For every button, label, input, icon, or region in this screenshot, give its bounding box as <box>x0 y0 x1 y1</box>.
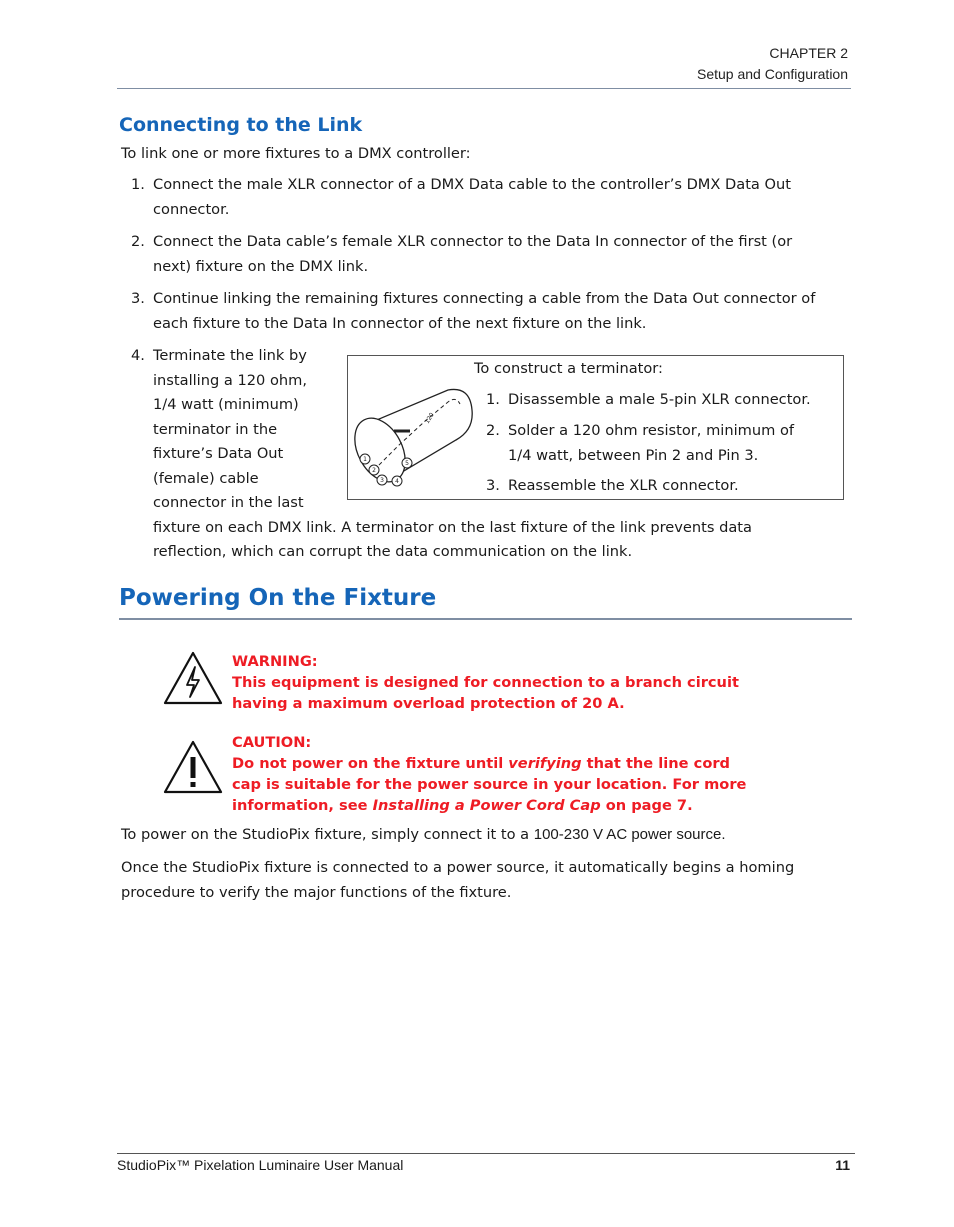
header-rule <box>117 88 851 89</box>
footer-title: StudioPix™ Pixelation Luminaire User Manual <box>117 1157 404 1173</box>
caution-label: CAUTION: <box>232 734 312 751</box>
pin-label: 5 <box>405 460 409 467</box>
step-text: Continue linking the remaining fixtures connecting a cable from the Data Out connector of <box>153 290 816 307</box>
pin-label: 3 <box>380 477 384 484</box>
link-section-title: Connecting to the Link <box>119 114 363 136</box>
resistor-label: 120 <box>423 411 436 426</box>
step-text: Terminate the link by <box>153 347 307 364</box>
section-label: Setup and Configuration <box>697 66 848 82</box>
pin-label: 1 <box>363 456 367 463</box>
step-number: 2. <box>486 422 500 439</box>
step-number: 1. <box>486 391 500 408</box>
step-text: fixture’s Data Out <box>153 445 284 462</box>
step-number: 1. <box>131 176 145 193</box>
link-intro: To link one or more fixtures to a DMX controller: <box>121 145 471 162</box>
caution-text-part: on page 7. <box>600 797 693 814</box>
power-paragraph-2 <box>121 856 851 905</box>
step-text: Reassemble the XLR connector. <box>508 477 739 494</box>
step-text: connector. <box>153 200 230 218</box>
step-2 <box>131 230 851 279</box>
caution-emphasis: verifying <box>508 755 582 772</box>
step-text: 1/4 watt (minimum) <box>153 396 299 413</box>
step-number: 4. <box>131 347 145 364</box>
caution-text <box>232 795 832 816</box>
caution-text-part: information, see <box>232 797 373 814</box>
step-1 <box>131 173 851 222</box>
warning-label: WARNING: <box>232 653 318 670</box>
step-text: connector in the last <box>153 494 304 511</box>
caution-icon <box>162 739 224 795</box>
step-text: terminator in the <box>153 420 278 438</box>
terminator-step-1 <box>486 388 836 413</box>
step-text: next) fixture on the DMX link. <box>153 257 369 275</box>
terminator-step-2 <box>486 419 836 468</box>
pin-label: 4 <box>395 478 399 485</box>
power-voltage-text: 100-230 V AC power source. <box>533 826 726 843</box>
warning-text: This equipment is designed for connection to a branch circuit <box>232 674 739 691</box>
footer-rule <box>117 1153 855 1154</box>
power-section-rule <box>119 618 852 620</box>
caution-reference: Installing a Power Cord Cap <box>372 797 601 814</box>
power-paragraph-text: Once the StudioPix fixture is connected to a power source, it automatically begins a homing <box>121 859 795 876</box>
step-text: reflection, which can corrupt the data communication on the link. <box>153 543 633 560</box>
caution-block <box>232 732 832 816</box>
step-text: each fixture to the Data In connector of the next fixture on the link. <box>153 314 647 332</box>
terminator-box <box>347 355 844 500</box>
step-number: 3. <box>131 290 145 307</box>
step-text: Solder a 120 ohm resistor, minimum of <box>508 422 795 439</box>
step-text: Connect the male XLR connector of a DMX Data cable to the controller’s DMX Data Out <box>153 176 791 193</box>
step-text: (female) cable <box>153 469 259 487</box>
step-number: 2. <box>131 233 145 250</box>
power-paragraph-1 <box>121 823 726 848</box>
power-section-title: Powering On the Fixture <box>119 585 437 611</box>
power-paragraph-text: procedure to verify the major functions of the fixture. <box>121 883 512 901</box>
caution-text-part: Do not power on the fixture until <box>232 755 509 772</box>
terminator-title: To construct a terminator: <box>474 360 663 377</box>
step-number: 3. <box>486 477 500 494</box>
xlr-connector-illustration <box>352 382 482 492</box>
terminator-step-3 <box>486 474 836 499</box>
step-3 <box>131 287 851 336</box>
step-text: installing a 120 ohm, <box>153 371 307 389</box>
power-paragraph-text: To power on the StudioPix fixture, simply connect it to a <box>121 826 534 843</box>
step-text: fixture on each DMX link. A terminator on the last fixture of the link prevents data <box>153 518 752 536</box>
pin-label: 2 <box>372 467 376 474</box>
chapter-label: CHAPTER 2 <box>769 45 848 61</box>
caution-text <box>232 753 832 774</box>
page-number: 11 <box>835 1157 850 1173</box>
electrical-hazard-icon <box>162 650 224 706</box>
warning-block <box>232 651 832 714</box>
step-text: 1/4 watt, between Pin 2 and Pin 3. <box>508 446 759 464</box>
step-text: Disassemble a male 5-pin XLR connector. <box>508 391 811 408</box>
caution-text: cap is suitable for the power source in your location. For more <box>232 776 747 793</box>
caution-text-part: that the line cord <box>581 755 730 772</box>
step-text: Connect the Data cable’s female XLR connector to the Data In connector of the first (or <box>153 233 793 250</box>
warning-text: having a maximum overload protection of 20 A. <box>232 695 625 712</box>
